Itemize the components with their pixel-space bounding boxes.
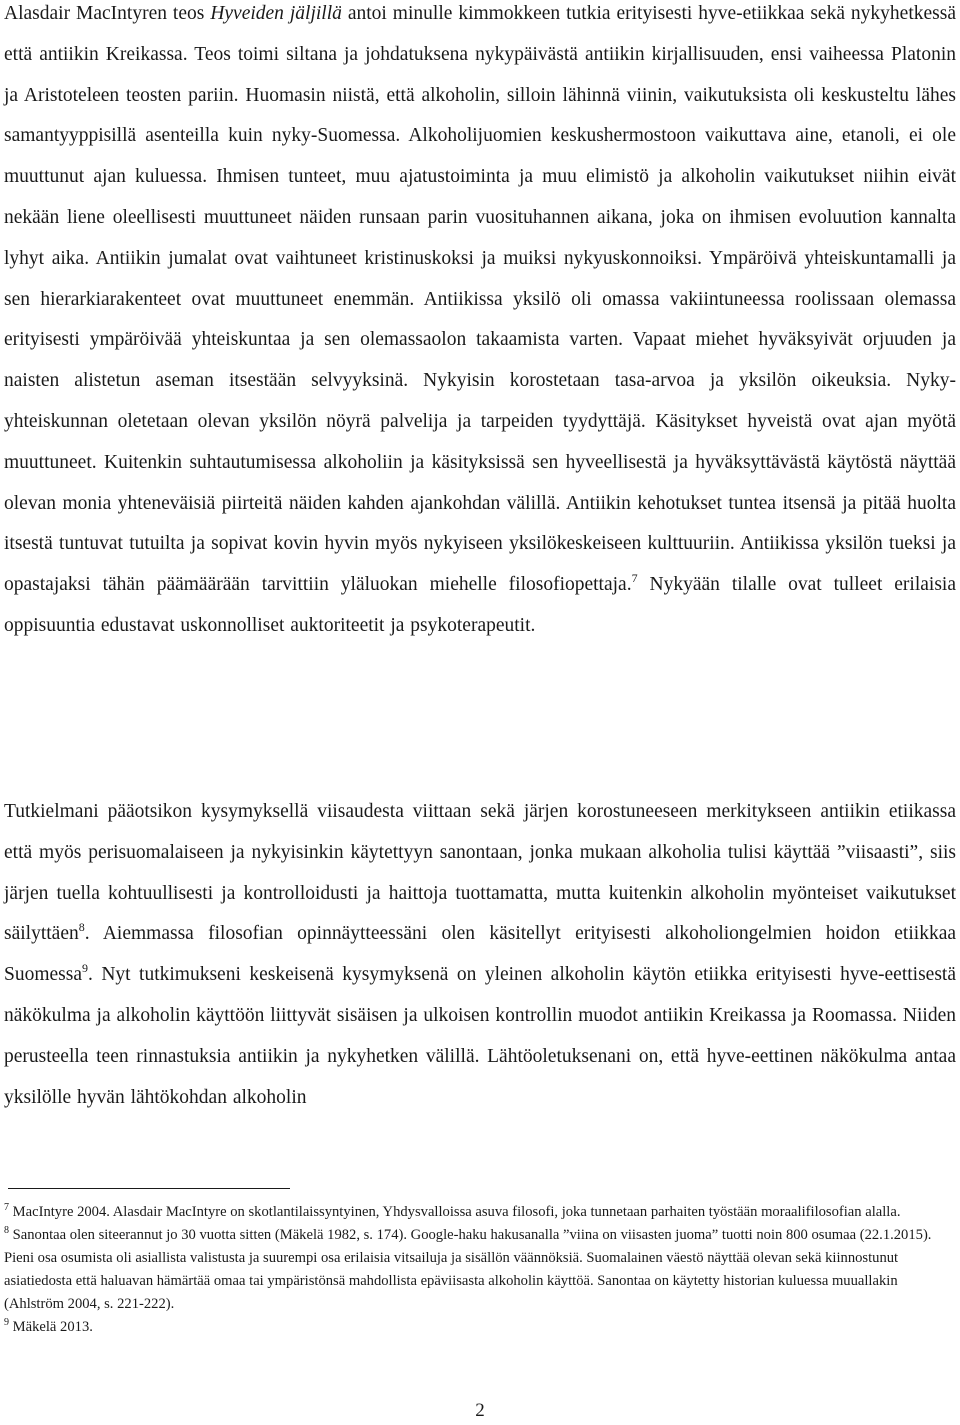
footnote-8 <box>4 1224 956 1316</box>
para1-text-main: antoi minulle kimmokkeen tutkia erityisesti hyve-etiikkaa sekä nykyhetkessä että antiikin Kreikassa. Teos toimi siltana ja johdatuksena nykypäivästä antiikin kirjallisuuden, ensi vaiheessa Platonin ja Aristoteleen teosten pariin. Huomasin niistä, että alkoholin, silloin lähinnä viinin, vaikutuksista oli keskusteltu lähes samantyyppisillä asenteilla kuin nyky-Suomessa. Alkoholijuomien keskushermostoon vaikuttava aine, etanoli, ei ole muuttunut ajan kuluessa. Ihmisen tunteet, muu ajatustoiminta ja muu elimistö ja alkoholin vaikutukset niihin eivät nekään liene oleellisesti muuttuneet näiden runsaan parin vuosituhannen aikana, joka on ihmisen evoluution kannalta lyhyt aika. Antiikin jumalat ovat vaihtuneet kristinuskoksi ja muiksi nykyuskonnoiksi. Ympäröivä yhteiskuntamalli ja sen hierarkiarakenteet ovat muuttuneet enemmän. Antiikissa yksilö oli omassa vakiintuneessa roolissaan olemassa erityisesti ympäröivää yhteiskuntaa ja sen olemassaolon takaamista varten. Vapaat miehet hyväksyivät orjuuden ja naisten alistetun aseman itsestään selvyyksinä. Nykyisin korostetaan tasa-arvoa ja yksilön oikeuksia. Nyky-yhteiskunnan oletetaan olevan yksilön nöyrä palvelija ja tarpeiden tyydyttäjä. Käsitykset hyveistä ovat ajan myötä muuttuneet. Kuitenkin suhtautumisessa alkoholiin ja käsityksissä sen hyveellisestä ja hyväksyttävästä käytöstä näyttää olevan monia yhteneväisiä piirteitä näiden kahden ajankohdan välillä. Antiikin kehotukset tuntea itsensä ja pitää huolta itsestä tuntuvat tutuilta ja sopivat kovin hyvin myös nykyiseen yksilökeskeiseen kulttuuriin. Antiikissa yksilön tueksi ja opastajaksi tähän päämäärään tarvittiin yläluokan miehelle filosofiopettaja. <box>4 3 956 596</box>
footnote-text: MacIntyre 2004. Alasdair MacIntyre on skotlantilaissyntyinen, Yhdysvalloissa asuva filosofi, joka tunnetaan parhaiten työstään moraalifilosofian alalla. <box>9 1204 901 1220</box>
footnote-divider <box>8 1188 290 1189</box>
body-paragraph-2 <box>4 792 956 1118</box>
page-number: 2 <box>475 1400 485 1421</box>
para1-text-start: Alasdair MacIntyren teos <box>4 3 211 24</box>
footnote-text: Mäkelä 2013. <box>9 1319 93 1335</box>
para2-text-c: . Nyt tutkimukseni keskeisenä kysymyksenä on yleinen alkoholin käytön etiikka erityisesti hyve-eettisestä näkökulma ja alkoholin käyttöön liittyvät sisäisen ja ulkoisen kontrollin muodot antiikin Kreikassa ja Roomassa. Niiden perusteella teen rinnastuksia antiikin ja nykyhetken välillä. Lähtöoletuksenani on, että hyve-eettinen näkökulma antaa yksilölle hyvän lähtökohdan alkoholin <box>4 964 956 1108</box>
footnotes-section <box>4 1201 956 1339</box>
footnote-ref-8[interactable]: 8 <box>78 920 85 935</box>
footnote-number: 9 <box>4 1317 9 1328</box>
footnote-ref-7[interactable]: 7 <box>631 571 638 586</box>
book-title: Hyveiden jäljillä <box>210 3 342 24</box>
footnote-9 <box>4 1316 956 1339</box>
para2-text-a: Tutkielmani pääotsikon kysymyksellä viisaudesta viittaan sekä järjen korostuneeseen merkitykseen antiikin etiikassa että myös perisuomalaiseen ja nykyisinkin käytettyyn sanontaan, jonka mukaan alkoholia tulisi käyttää ”viisaasti”, siis järjen tuella kohtuullisesti ja kontrolloidusti ja haittoja tuottamatta, mutta kuitenkin alkoholin myönteiset vaikutukset säilyttäen <box>4 801 956 945</box>
footnote-text: Sanontaa olen siteerannut jo 30 vuotta sitten (Mäkelä 1982, s. 174). Google-haku hakusanalla ”viina on viisasten juoma” tuotti noin 800 osumaa (22.1.2015). Pieni osa osumista oli asiallista valistusta ja suurempi osa erilaisia vitsailuja ja sisällön väännöksiä. Suomalainen väestö näyttää olevan sekä kiinnostunut asiatiedosta että haluavan hämärtää omaa tai ympäristönsä mahdollista epäviisasta alkoholin käyttöä. Sanontaa on käytetty historian kuluessa muuallakin (Ahlström 2004, s. 221-222). <box>4 1227 932 1312</box>
para1-text-end: Nykyään tilalle ovat tulleet erilaisia oppisuuntia edustavat uskonnolliset auktoriteetit ja psykoterapeutit. <box>4 574 956 636</box>
footnote-number: 8 <box>4 1225 9 1236</box>
document-page <box>4 0 956 1425</box>
footnote-number: 7 <box>4 1202 9 1213</box>
para2-text-b: . Aiemmassa filosofian opinnäytteessäni olen käsitellyt erityisesti alkoholiongelmien hoidon etiikkaa Suomessa <box>4 923 956 986</box>
footnote-ref-9[interactable]: 9 <box>82 961 88 976</box>
body-paragraph-1 <box>4 0 956 647</box>
footnote-7 <box>4 1201 956 1224</box>
